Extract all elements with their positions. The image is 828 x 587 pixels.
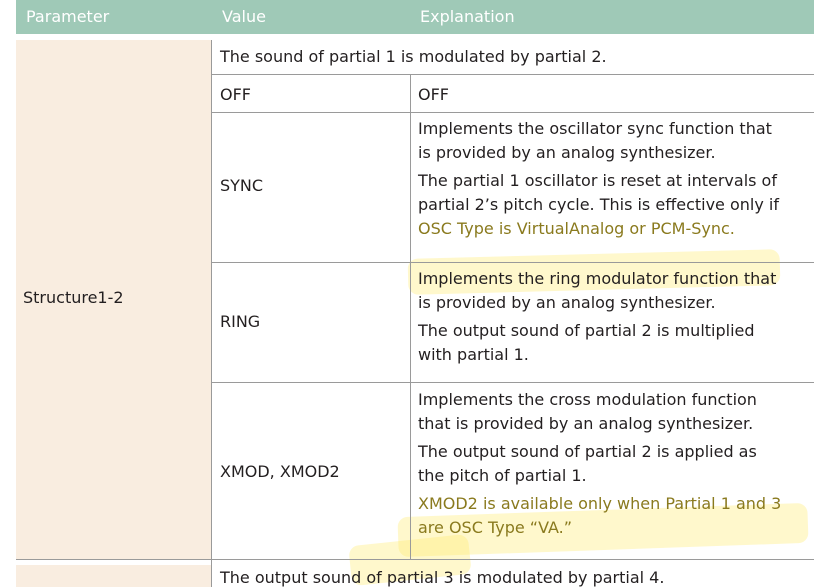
explanation-ring: Implements the ring modulator function that is provided by an analog synthesizer. The output sound of partial 2 is multiplied with partial 1. — [418, 269, 777, 364]
row-divider — [211, 382, 814, 383]
row-divider — [211, 112, 814, 113]
row-divider — [211, 262, 814, 263]
intro-text: The sound of partial 1 is modulated by partial 2. — [220, 47, 607, 66]
value-off: OFF — [220, 85, 251, 104]
parameter-cell-next — [16, 565, 211, 587]
column-divider — [211, 40, 212, 587]
value-sync: SYNC — [220, 176, 264, 195]
header-explanation: Explanation — [420, 7, 515, 26]
next-intro-text: The output sound of partial 3 is modulated by partial 4. — [220, 568, 665, 587]
parameter-name: Structure1-2 — [23, 288, 124, 307]
header-value: Value — [222, 7, 266, 26]
row-divider — [16, 559, 814, 560]
explanation-off: OFF — [418, 85, 449, 104]
explanation-xmod: Implements the cross modulation function that is provided by an analog synthesizer. The output sound of partial 2 is applied as the pitch of partial 1. XMOD2 is available only when Partial 1 and 3 are OSC Type “VA.” — [418, 390, 782, 537]
header-parameter: Parameter — [26, 7, 110, 26]
value-ring: RING — [220, 312, 261, 331]
value-xmod: XMOD, XMOD2 — [220, 462, 340, 481]
explanation-sync: Implements the oscillator sync function that is provided by an analog synthesizer. The partial 1 oscillator is reset at intervals of partial 2’s pitch cycle. This is effective only if OSC Type is VirtualAnalog or PCM-Sync. — [418, 119, 779, 238]
column-divider — [410, 75, 411, 559]
row-divider — [211, 74, 814, 75]
table-header — [16, 0, 814, 34]
